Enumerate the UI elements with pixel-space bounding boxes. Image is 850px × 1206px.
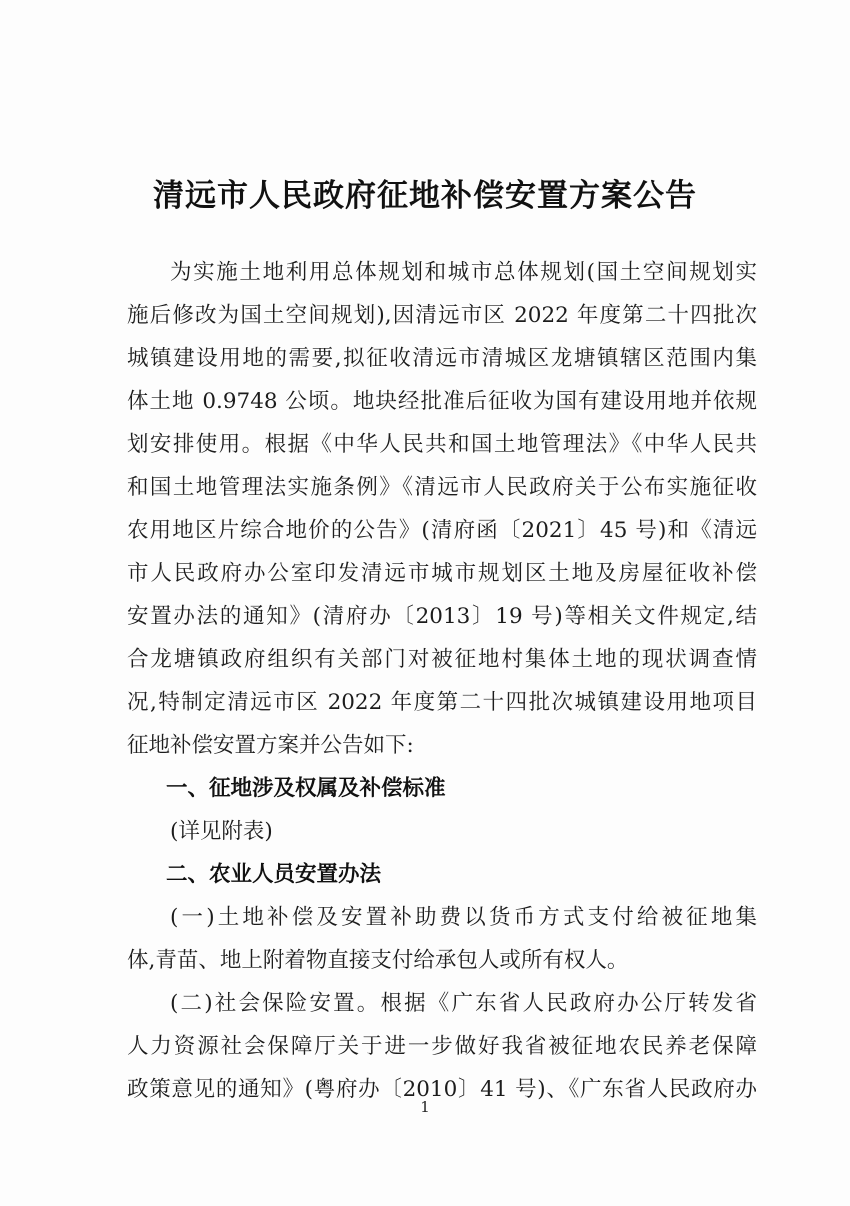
section-heading-1: 一、征地涉及权属及补偿标准 — [166, 776, 446, 801]
paragraph-line: 农用地区片综合地价的公告》(清府函〔2021〕45 号)和《清远 — [127, 518, 757, 543]
paragraph-line: 城镇建设用地的需要,拟征收清远市清城区龙塘镇辖区范围内集 — [127, 346, 757, 371]
paragraph-line: 况,特制定清远市区 2022 年度第二十四批次城镇建设用地项目 — [127, 690, 757, 715]
paragraph-line: 市人民政府办公室印发清远市城市规划区土地及房屋征收补偿 — [127, 561, 757, 586]
section-heading-2: 二、农业人员安置办法 — [166, 862, 382, 887]
paragraph-line: 政策意见的通知》(粤府办〔2010〕41 号)、《广东省人民政府办 — [127, 1077, 757, 1102]
paragraph-line: 施后修改为国土空间规划),因清远市区 2022 年度第二十四批次 — [127, 303, 757, 328]
paragraph-line: 征地补偿安置方案并公告如下: — [127, 733, 414, 758]
see-attachment-note: (详见附表) — [170, 819, 273, 844]
paragraph-line: (一)土地补偿及安置补助费以货币方式支付给被征地集 — [170, 905, 757, 930]
paragraph-line: 和国土地管理法实施条例》《清远市人民政府关于公布实施征收 — [127, 475, 757, 500]
paragraph-line: 合龙塘镇政府组织有关部门对被征地村集体土地的现状调查情 — [127, 647, 757, 672]
paragraph-line: (二)社会保险安置。根据《广东省人民政府办公厅转发省 — [170, 991, 757, 1016]
paragraph-line: 划安排使用。根据《中华人民共和国土地管理法》《中华人民共 — [127, 432, 757, 457]
paragraph-line: 安置办法的通知》(清府办〔2013〕19 号)等相关文件规定,结 — [127, 604, 757, 629]
paragraph-line: 人力资源社会保障厅关于进一步做好我省被征地农民养老保障 — [127, 1034, 757, 1059]
paragraph-line: 体土地 0.9748 公顷。地块经批准后征收为国有建设用地并依规 — [127, 389, 757, 414]
paragraph-line: 为实施土地利用总体规划和城市总体规划(国土空间规划实 — [170, 260, 757, 285]
document-title: 清远市人民政府征地补偿安置方案公告 — [153, 178, 697, 214]
paragraph-line: 体,青苗、地上附着物直接支付给承包人或所有权人。 — [127, 948, 629, 973]
page-number: 1 — [420, 1098, 430, 1116]
